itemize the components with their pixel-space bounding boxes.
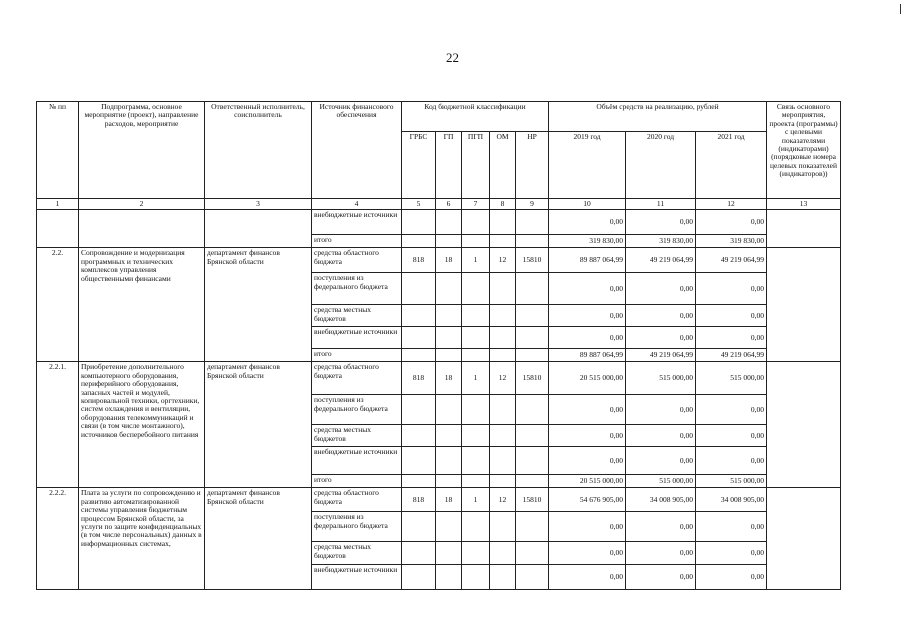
amount-cell: 515 000,00 [696, 362, 767, 395]
budget-table [36, 101, 841, 590]
colnum: 10 [549, 199, 626, 210]
amount-cell: 0,00 [549, 210, 626, 235]
amount-cell: 0,00 [549, 305, 626, 327]
code-cell: 1 [462, 488, 490, 512]
code-cell: 15810 [516, 362, 549, 395]
code-cell: 18 [436, 248, 462, 273]
source-label: средства местных бюджетов [312, 542, 402, 565]
source-label: итого [312, 475, 402, 488]
amount-cell: 0,00 [549, 273, 626, 305]
header-year-2021: 2021 год [696, 132, 767, 199]
header-pgp: ПГП [462, 132, 490, 199]
amount-cell: 0,00 [549, 395, 626, 425]
amount-cell: 0,00 [549, 327, 626, 349]
table-row [37, 362, 841, 395]
total-cell: 20 515 000,00 [549, 475, 626, 488]
amount-cell: 0,00 [696, 327, 767, 349]
header-source: Источник финансового обеспечения [312, 102, 402, 199]
amount-cell: 0,00 [626, 512, 696, 542]
colnum: 11 [626, 199, 696, 210]
total-cell: 319 830,00 [549, 235, 626, 248]
source-label: внебюджетные источники [312, 210, 402, 235]
corner-mark [900, 4, 901, 14]
code-cell: 12 [490, 362, 516, 395]
amount-cell: 0,00 [549, 542, 626, 565]
amount-cell: 34 008 905,00 [626, 488, 696, 512]
activity-name: Плата за услуги по сопровождению и развитию автоматизированной системы управления бюджетным процессом Брянской области, за услуги по защите конфиденциальных (в том числе персональных) данных в информационных системах, [79, 488, 205, 590]
total-cell: 49 219 064,99 [696, 349, 767, 362]
amount-cell: 0,00 [549, 512, 626, 542]
table-row [37, 248, 841, 273]
total-cell: 319 830,00 [696, 235, 767, 248]
header-link: Связь основного мероприятия, проекта (программы) с целевыми показателями (индикаторами) (порядковые номера целевых показателей (индикаторов)) [767, 102, 841, 199]
table-row [37, 210, 841, 235]
source-label: средства областного бюджета [312, 248, 402, 273]
amount-cell: 515 000,00 [626, 362, 696, 395]
amount-cell: 0,00 [626, 327, 696, 349]
row-number: 2.2.2. [37, 488, 79, 590]
source-label: средства областного бюджета [312, 488, 402, 512]
amount-cell: 0,00 [626, 395, 696, 425]
code-cell: 15810 [516, 488, 549, 512]
code-cell: 818 [402, 362, 436, 395]
amount-cell: 49 219 064,99 [626, 248, 696, 273]
header-year-2019: 2019 год [549, 132, 626, 199]
code-cell: 12 [490, 248, 516, 273]
colnum: 6 [436, 199, 462, 210]
amount-cell: 0,00 [696, 305, 767, 327]
header-grbs: ГРБС [402, 132, 436, 199]
header-year-2020: 2020 год [626, 132, 696, 199]
header-executor: Ответственный исполнитель, соисполнитель [205, 102, 312, 199]
table-row [37, 488, 841, 512]
amount-cell: 0,00 [549, 565, 626, 590]
amount-cell: 0,00 [696, 425, 767, 447]
amount-cell: 0,00 [696, 542, 767, 565]
amount-cell: 0,00 [549, 447, 626, 475]
colnum: 8 [490, 199, 516, 210]
amount-cell: 0,00 [626, 565, 696, 590]
total-cell: 89 887 064,99 [549, 349, 626, 362]
row-number: 2.2.1. [37, 362, 79, 488]
amount-cell: 0,00 [626, 447, 696, 475]
amount-cell: 0,00 [626, 305, 696, 327]
header-gp: ГП [436, 132, 462, 199]
header-om: ОМ [490, 132, 516, 199]
activity-name: Сопровождение и модернизация программных и технических комплексов управления общественными финансами [79, 248, 205, 362]
page-number: 22 [446, 50, 459, 65]
code-cell: 1 [462, 362, 490, 395]
colnum: 1 [37, 199, 79, 210]
code-cell: 18 [436, 362, 462, 395]
source-label: итого [312, 235, 402, 248]
amount-cell: 49 219 064,99 [696, 248, 767, 273]
amount-cell: 0,00 [626, 542, 696, 565]
row-number: 2.2. [37, 248, 79, 362]
source-label: внебюджетные источники [312, 327, 402, 349]
executor: департамент финансов Брянской области [205, 488, 312, 590]
header-program: Подпрограмма, основное мероприятие (проект), направление расходов, мероприятие [79, 102, 205, 199]
source-label: поступления из федерального бюджета [312, 273, 402, 305]
amount-cell: 54 676 905,00 [549, 488, 626, 512]
source-label: средства местных бюджетов [312, 305, 402, 327]
amount-cell: 20 515 000,00 [549, 362, 626, 395]
source-label: поступления из федерального бюджета [312, 395, 402, 425]
amount-cell: 89 887 064,99 [549, 248, 626, 273]
amount-cell: 0,00 [696, 273, 767, 305]
source-label: средства местных бюджетов [312, 425, 402, 447]
colnum: 5 [402, 199, 436, 210]
source-label: поступления из федерального бюджета [312, 512, 402, 542]
colnum: 2 [79, 199, 205, 210]
amount-cell: 0,00 [696, 395, 767, 425]
amount-cell: 0,00 [696, 512, 767, 542]
source-label: итого [312, 349, 402, 362]
code-cell: 818 [402, 488, 436, 512]
code-cell: 12 [490, 488, 516, 512]
code-cell: 818 [402, 248, 436, 273]
colnum: 13 [767, 199, 841, 210]
total-cell: 515 000,00 [696, 475, 767, 488]
code-cell: 18 [436, 488, 462, 512]
amount-cell: 0,00 [696, 447, 767, 475]
header-nr: НР [516, 132, 549, 199]
colnum: 7 [462, 199, 490, 210]
executor: департамент финансов Брянской области [205, 248, 312, 362]
total-cell: 319 830,00 [626, 235, 696, 248]
amount-cell: 0,00 [549, 425, 626, 447]
total-cell: 515 000,00 [626, 475, 696, 488]
header-amount: Объём средств на реализацию, рублей [549, 102, 767, 132]
executor: департамент финансов Брянской области [205, 362, 312, 488]
amount-cell: 0,00 [696, 565, 767, 590]
code-cell: 15810 [516, 248, 549, 273]
total-cell: 49 219 064,99 [626, 349, 696, 362]
activity-name: Приобретение дополнительного компьютерного оборудования, периферийного оборудования, запасных частей и модулей, копировальной техники, оргтехники, систем охлаждения и вентиляции, оборудования телекоммуникаций и связи (в том числе монтажного), источников бесперебойного питания [79, 362, 205, 488]
amount-cell: 0,00 [626, 210, 696, 235]
header-num: № пп [37, 102, 79, 199]
colnum: 9 [516, 199, 549, 210]
source-label: внебюджетные источники [312, 565, 402, 590]
code-cell: 1 [462, 248, 490, 273]
colnum: 3 [205, 199, 312, 210]
header-budget-code: Код бюджетной классификации [402, 102, 549, 132]
column-numbers-row [37, 199, 841, 210]
amount-cell: 0,00 [696, 210, 767, 235]
amount-cell: 0,00 [626, 273, 696, 305]
colnum: 12 [696, 199, 767, 210]
colnum: 4 [312, 199, 402, 210]
amount-cell: 34 008 905,00 [696, 488, 767, 512]
source-label: средства областного бюджета [312, 362, 402, 395]
amount-cell: 0,00 [626, 425, 696, 447]
source-label: внебюджетные источники [312, 447, 402, 475]
